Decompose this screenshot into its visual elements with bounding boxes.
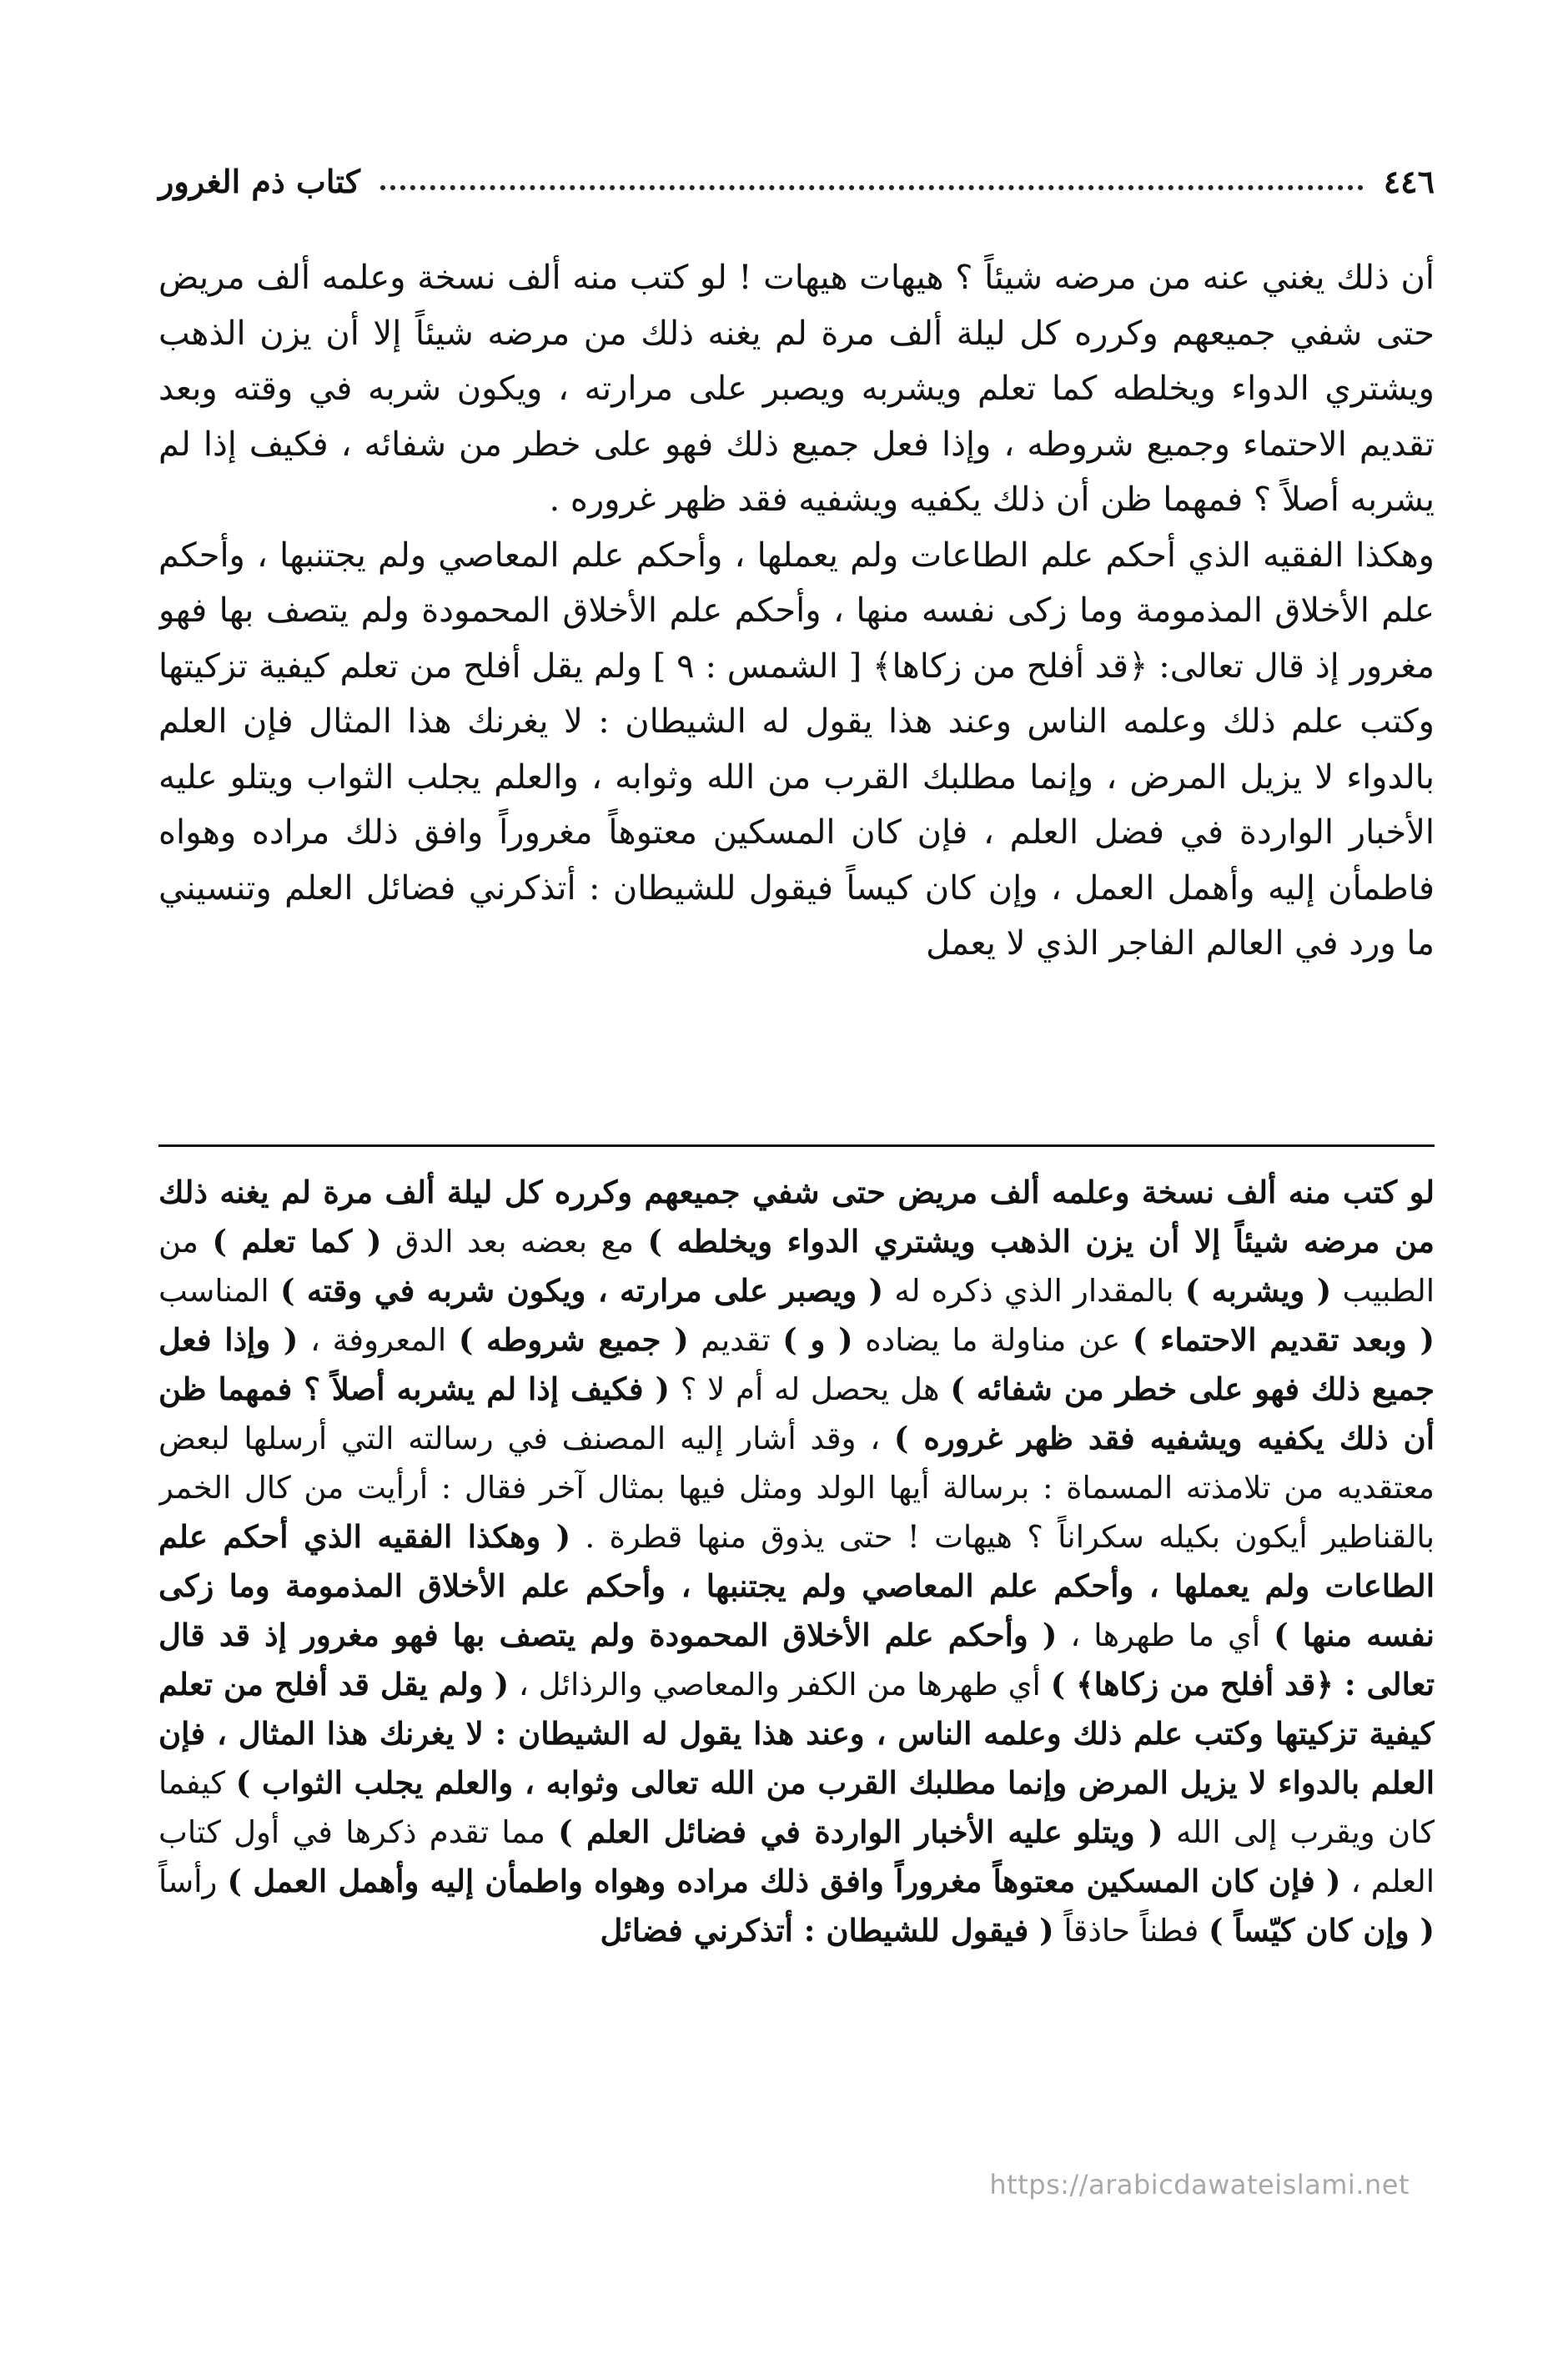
commentary-quoted-text: ( و ) (782, 1321, 853, 1358)
commentary-explanation: عن مناولة ما يضاده (852, 1322, 1133, 1358)
main-text-block (158, 250, 1435, 1134)
commentary-paragraph (158, 1168, 1435, 1955)
main-paragraph: أن ذلك يغني عنه من مرضه شيئاً ؟ هيهات هيهات ! لو كتب منه ألف نسخة وعلمه ألف مريض حتى شفي جميعهم وكرره كل ليلة ألف مرة لم يغنه ذلك من مرضه شيئاً إلا أن يزن الذهب ويشتري الدواء ويخلطه كما تعلم ويشربه ويصبر على مرارته ، ويكون شربه في وقته وبعد تقديم الاحتماء وجميع شروطه ، وإذا فعل جميع ذلك فهو على خطر من شفائه ، فكيف إذا لم يشربه أصلاً ؟ فمهما ظن أن ذلك يكفيه ويشفيه فقد ظهر غروره . (158, 259, 1435, 519)
commentary-explanation: المعروفة ، (298, 1322, 459, 1358)
commentary-quoted-text: ( كما تعلم ) (212, 1223, 382, 1260)
commentary-quoted-text: لو كتب منه ألف نسخة وعلمه ألف مريض حتى شفي جميعهم وكرره كل ليلة ألف مرة لم يغنه ذلك من مرضه شيئاً إلا أن يزن الذهب ويشتري الدواء ويخلطه ) (158, 1174, 1435, 1260)
running-title: كتاب ذم الغرور (158, 163, 360, 200)
commentary-quoted-text: ( ويشربه ) (1184, 1272, 1332, 1309)
commentary-quoted-text: ( وبعد تقديم الاحتماء ) (1132, 1321, 1435, 1358)
commentary-block (158, 1168, 1435, 2202)
commentary-explanation: فطناً حاذقاً (1053, 1913, 1209, 1949)
commentary-quoted-text: ( فيقول للشيطان : أتذكرني فضائل (600, 1912, 1054, 1949)
commentary-quoted-text: ( ولم يقل قد أفلح من تعلم كيفية تزكيتها وكتب علم ذلك وعلمه الناس ، وعند هذا يقول له الشيطان : لا يغرنك هذا المثال ، فإن العلم بالدواء لا يزيل المرض وإنما مطلبك القرب من الله تعالى وثوابه ، والعلم يجلب الثواب ) (158, 1666, 1435, 1801)
commentary-quoted-text: ( ويصبر على مرارته ، ويكون شربه في وقته ) (279, 1272, 884, 1309)
commentary-explanation: من الطبيب (158, 1224, 1435, 1309)
commentary-explanation: رأساً (158, 1864, 228, 1899)
commentary-quoted-text: ( وأحكم علم الأخلاق المحمودة ولم يتصف بها فهو مغرور إذ قد قال تعالى : ﴿قد أفلح من زكاها﴾ ) (158, 1617, 1435, 1703)
commentary-explanation: كيفما كان ويقرب إلى الله (158, 1765, 1435, 1850)
page-number: ٤٤٦ (1383, 163, 1435, 200)
commentary-explanation: تقديم (688, 1322, 783, 1358)
commentary-explanation: أي ما طهرها ، (1057, 1617, 1274, 1653)
commentary-quoted-text: ( وإن كان كيّساً ) (1209, 1912, 1435, 1949)
commentary-explanation: مع بعضه بعد الدق (381, 1224, 648, 1260)
commentary-explanation: مما تقدم ذكرها في أول كتاب العلم ، (158, 1814, 1435, 1899)
header-dotted-leader (380, 185, 1364, 190)
commentary-quoted-text: ( وإذا فعل جميع ذلك فهو على خطر من شفائه ) (158, 1321, 1435, 1407)
website-watermark: https://arabicdawateislami.net (989, 2169, 1410, 2201)
commentary-explanation: بالمقدار الذي ذكره له (883, 1273, 1185, 1309)
page-header (158, 142, 1435, 200)
commentary-explanation: ، وقد أشار إليه المصنف في رسالته التي أرسلها لبعض معتقديه من تلامذته المسماة : برسالة أيها الولد ومثل فيها بمثال آخر فقال : أرأيت من كال الخمر بالقناطير أيكون بكيله سكراناً ؟ هيهات ! حتى يذوق منها قطرة . (158, 1421, 1435, 1555)
commentary-explanation: المناسب (158, 1273, 280, 1309)
main-paragraph: وهكذا الفقيه الذي أحكم علم الطاعات ولم يعملها ، وأحكم علم المعاصي ولم يجتنبها ، وأحكم علم الأخلاق المذمومة وما زكى نفسه منها ، وأحكم علم الأخلاق المحمودة ولم يتصف بها فهو مغرور إذ قال تعالى: ﴿قد أفلح من زكاها﴾ [ الشمس : ٩ ] ولم يقل أفلح من تعلم كيفية تزكيتها وكتب علم ذلك وعلمه الناس وعند هذا يقول له الشيطان : لا يغرنك هذا المثال فإن العلم بالدواء لا يزيل المرض ، وإنما مطلبك القرب من الله وثوابه ، والعلم يجلب الثواب ويتلو عليه الأخبار الواردة في فضل العلم ، فإن كان المسكين معتوهاً مغروراً وافق ذلك مراده وهواه فاطمأن إليه وأهمل العمل ، وإن كان كيساً فيقول للشيطان : أتذكرني فضائل العلم وتنسيني ما ورد في العالم الفاجر الذي لا يعمل (158, 536, 1435, 963)
commentary-quoted-text: ( ويتلو عليه الأخبار الواردة في فضائل العلم ) (558, 1813, 1163, 1850)
commentary-quoted-text: ( وهكذا الفقيه الذي أحكم علم الطاعات ولم يعملها ، وأحكم علم المعاصي ولم يجتنبها ، وأحكم علم الأخلاق المذمومة وما زكى نفسه منها ) (158, 1518, 1435, 1653)
commentary-explanation: هل يحصل له أم لا ؟ (669, 1371, 951, 1407)
commentary-explanation: أي طهرها من الكفر والمعاصي والرذائل ، (509, 1667, 1051, 1703)
commentary-quoted-text: ( جميع شروطه ) (458, 1321, 689, 1358)
commentary-quoted-text: ( فإن كان المسكين معتوهاً مغروراً وافق ذلك مراده وهواه واطمأن إليه وأهمل العمل ) (227, 1863, 1341, 1899)
footnote-separator-line (158, 1144, 1435, 1147)
commentary-quoted-text: ( فكيف إذا لم يشربه أصلاً ؟ فمهما ظن أن ذلك يكفيه ويشفيه فقد ظهر غروره ) (158, 1371, 1435, 1456)
